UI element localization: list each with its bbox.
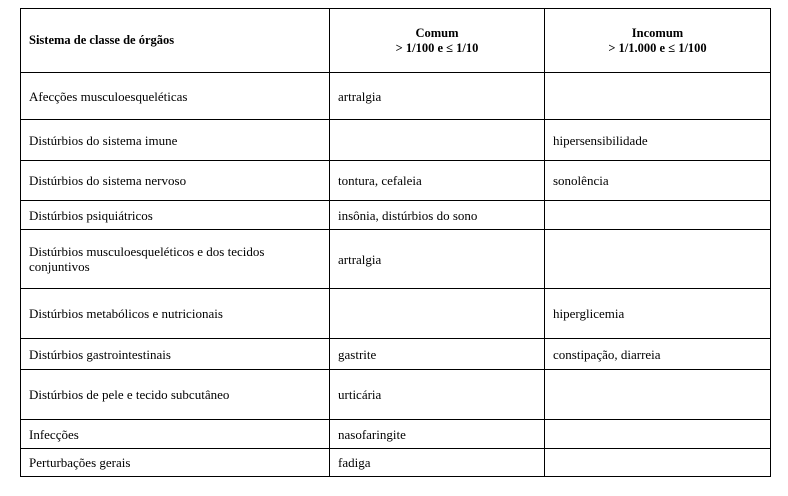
- cell-common: urticária: [330, 370, 545, 420]
- cell-organ-system: Infecções: [21, 420, 330, 449]
- header-organ-system: Sistema de classe de órgãos: [21, 9, 330, 73]
- cell-uncommon: hiperglicemia: [545, 289, 771, 339]
- cell-uncommon: [545, 370, 771, 420]
- cell-common: [330, 289, 545, 339]
- table-header-row: [21, 9, 771, 73]
- cell-uncommon: [545, 230, 771, 289]
- cell-uncommon: [545, 449, 771, 477]
- header-common: [330, 9, 545, 73]
- cell-common: fadiga: [330, 449, 545, 477]
- table-row: [21, 230, 771, 289]
- table-row: [21, 120, 771, 161]
- cell-common: tontura, cefaleia: [330, 161, 545, 201]
- table-row: [21, 161, 771, 201]
- header-uncommon-title: Incomum: [631, 25, 684, 40]
- header-common-title: Comum: [415, 25, 459, 40]
- table-row: [21, 370, 771, 420]
- cell-organ-system: Distúrbios metabólicos e nutricionais: [21, 289, 330, 339]
- cell-organ-system: Distúrbios do sistema imune: [21, 120, 330, 161]
- table-row: [21, 201, 771, 230]
- table-body: [21, 73, 771, 477]
- header-common-range: > 1/100 e ≤ 1/10: [395, 40, 479, 55]
- header-uncommon: [545, 9, 771, 73]
- cell-organ-system: Distúrbios de pele e tecido subcutâneo: [21, 370, 330, 420]
- cell-organ-system: Distúrbios do sistema nervoso: [21, 161, 330, 201]
- cell-uncommon: hipersensibilidade: [545, 120, 771, 161]
- table-row: [21, 73, 771, 120]
- cell-common: [330, 120, 545, 161]
- cell-uncommon: sonolência: [545, 161, 771, 201]
- cell-common: nasofaringite: [330, 420, 545, 449]
- header-uncommon-range: > 1/1.000 e ≤ 1/100: [608, 40, 707, 55]
- cell-organ-system: Afecções musculoesqueléticas: [21, 73, 330, 120]
- cell-organ-system: Distúrbios psiquiátricos: [21, 201, 330, 230]
- adverse-reactions-table: [20, 8, 771, 477]
- cell-organ-system: Perturbações gerais: [21, 449, 330, 477]
- cell-common: artralgia: [330, 230, 545, 289]
- table-row: [21, 420, 771, 449]
- table-row: [21, 449, 771, 477]
- cell-uncommon: [545, 73, 771, 120]
- table-row: [21, 289, 771, 339]
- cell-uncommon: [545, 201, 771, 230]
- cell-common: gastrite: [330, 339, 545, 370]
- cell-common: insônia, distúrbios do sono: [330, 201, 545, 230]
- table-row: [21, 339, 771, 370]
- cell-uncommon: [545, 420, 771, 449]
- cell-organ-system: Distúrbios musculoesqueléticos e dos tecidos conjuntivos: [21, 230, 330, 289]
- cell-organ-system: Distúrbios gastrointestinais: [21, 339, 330, 370]
- cell-uncommon: constipação, diarreia: [545, 339, 771, 370]
- cell-common: artralgia: [330, 73, 545, 120]
